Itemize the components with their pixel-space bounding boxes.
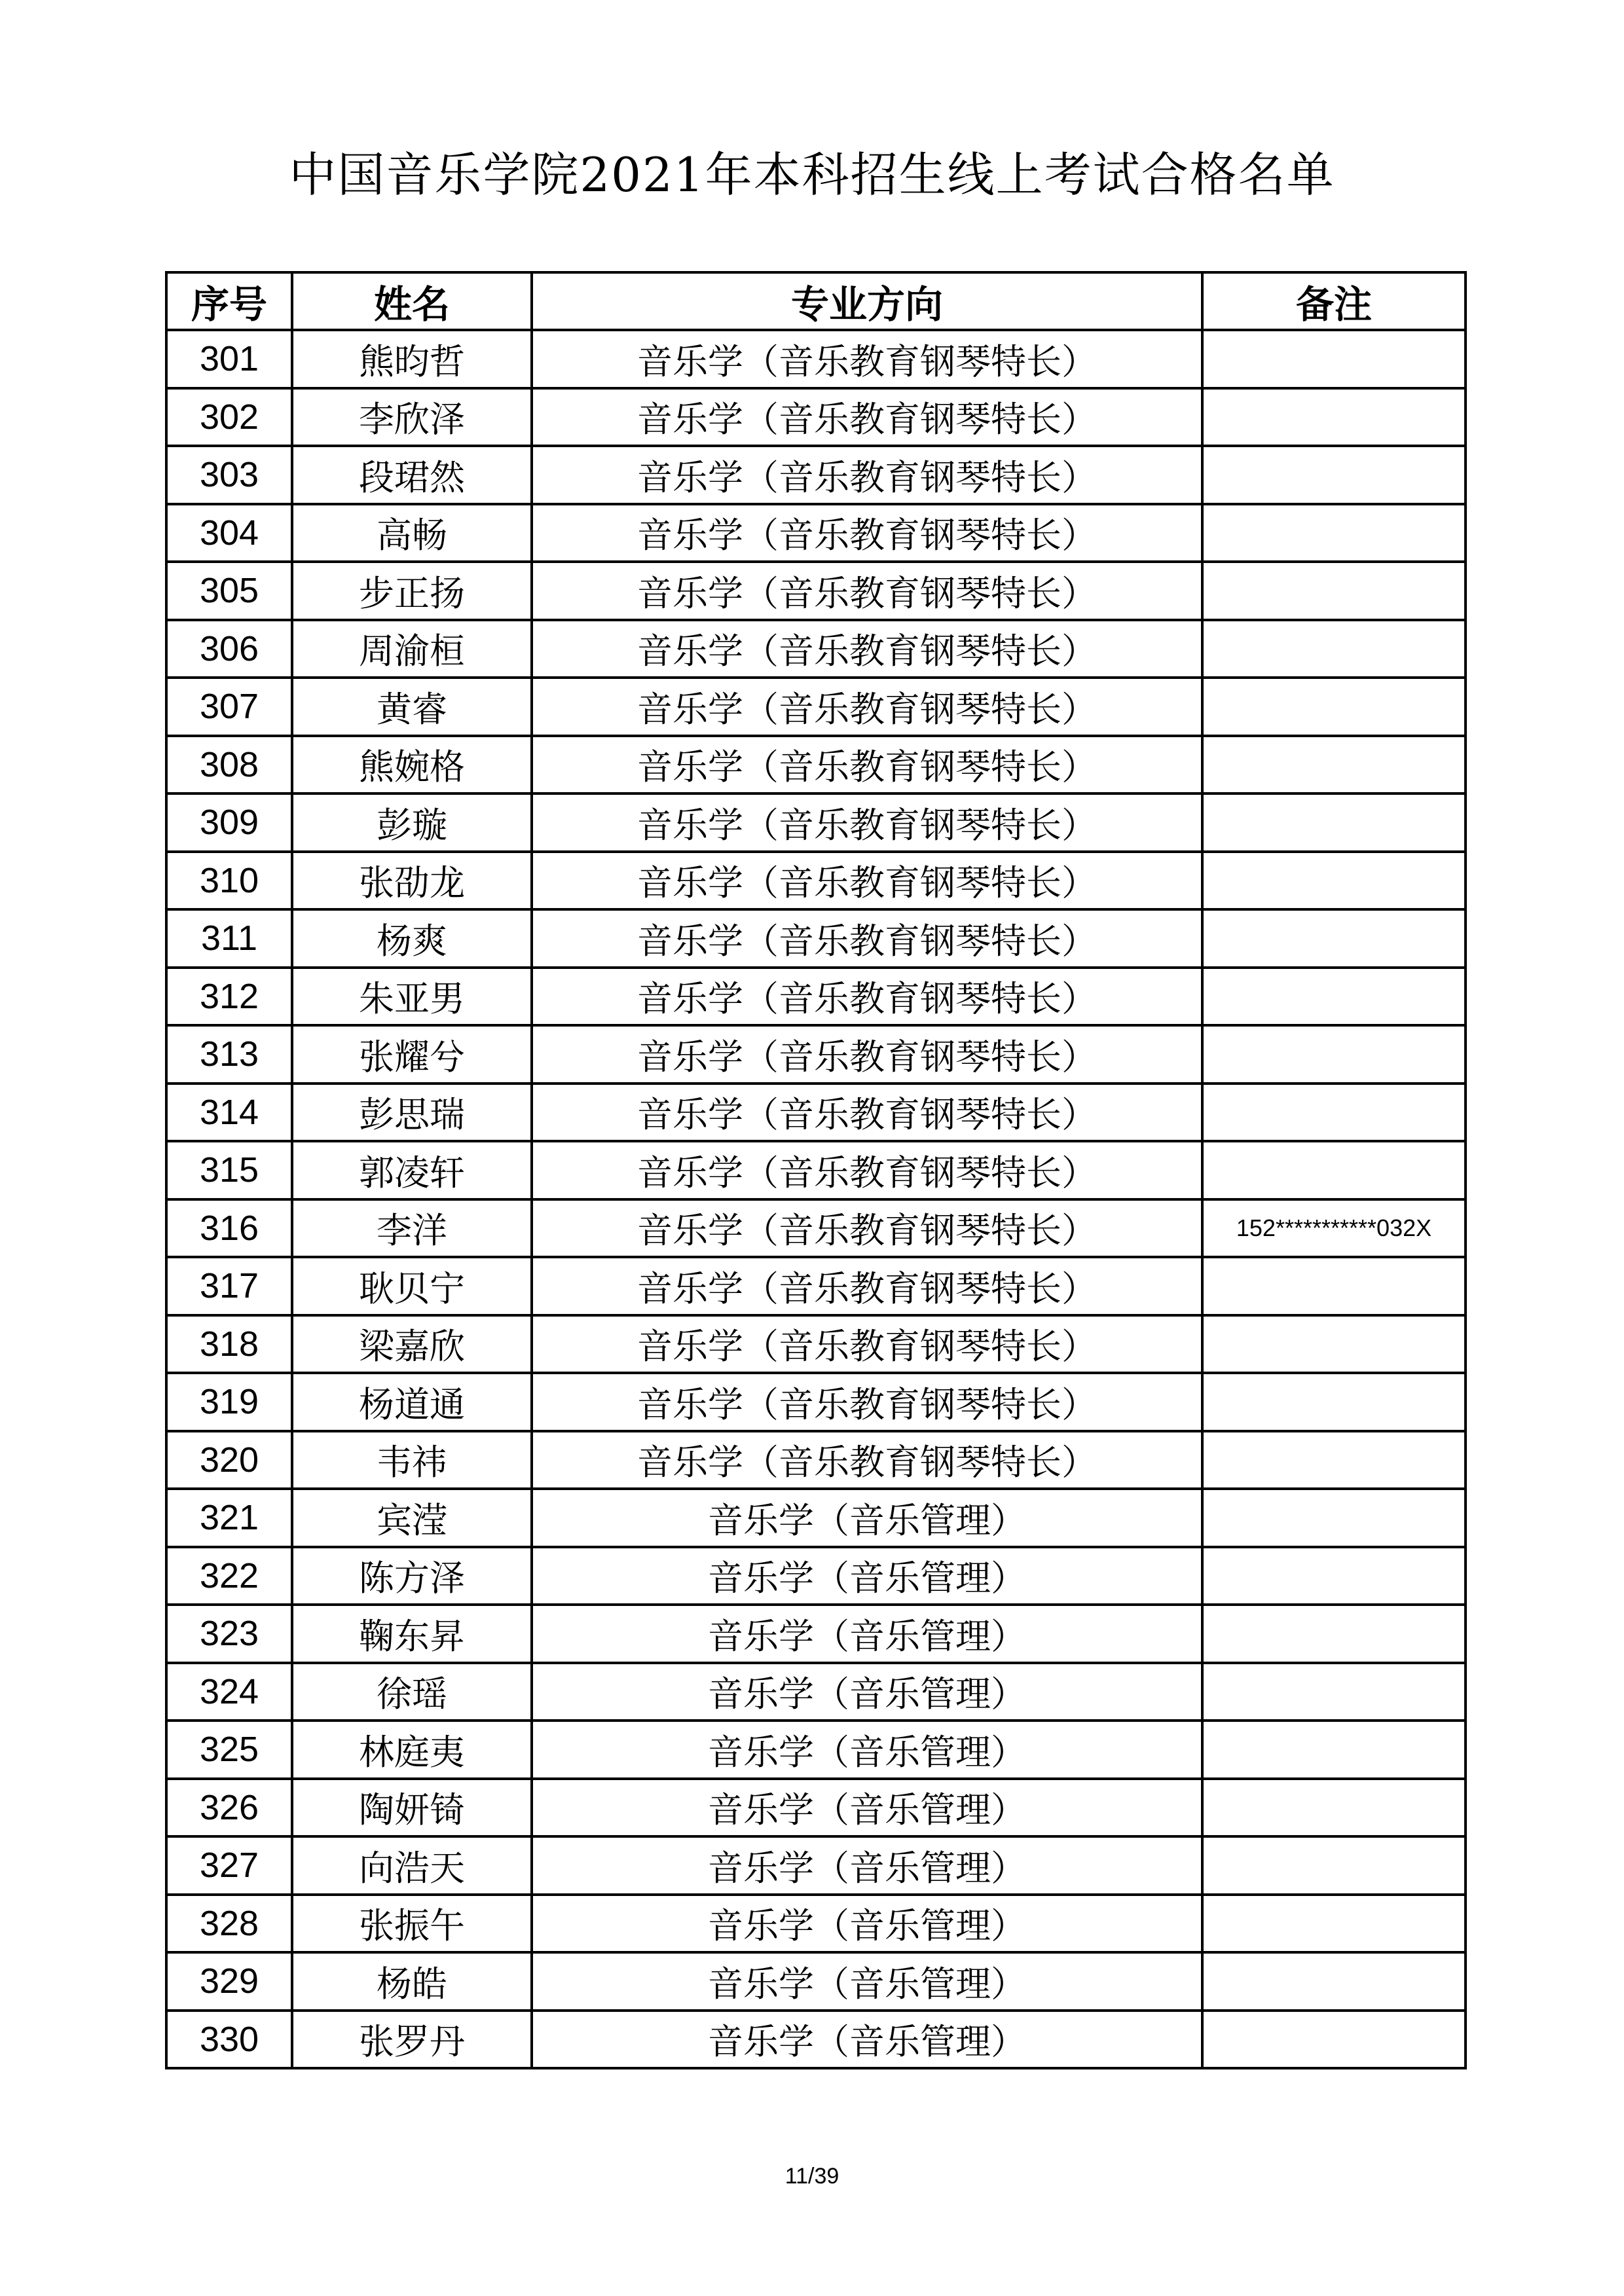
- cell-major: 音乐学（音乐教育钢琴特长）: [532, 1315, 1202, 1374]
- cell-major: 音乐学（音乐管理）: [532, 1895, 1202, 1953]
- cell-serial-number: 317: [166, 1257, 292, 1315]
- cell-remark: [1202, 620, 1466, 678]
- cell-serial-number: 301: [166, 330, 292, 388]
- cell-major: 音乐学（音乐教育钢琴特长）: [532, 852, 1202, 910]
- cell-serial-number: 304: [166, 504, 292, 562]
- cell-serial-number: 307: [166, 678, 292, 736]
- table-row: [166, 1257, 1466, 1315]
- header-name: 姓名: [292, 272, 532, 330]
- cell-name: 陶妍锜: [292, 1779, 532, 1837]
- table-row: [166, 504, 1466, 562]
- cell-major: 音乐学（音乐管理）: [532, 1779, 1202, 1837]
- cell-name: 鞠东昇: [292, 1605, 532, 1663]
- table-row: [166, 562, 1466, 620]
- cell-serial-number: 314: [166, 1084, 292, 1142]
- cell-major: 音乐学（音乐教育钢琴特长）: [532, 620, 1202, 678]
- cell-major: 音乐学（音乐管理）: [532, 1952, 1202, 2011]
- cell-name: 梁嘉欣: [292, 1315, 532, 1374]
- table-row: [166, 388, 1466, 446]
- table-row: [166, 793, 1466, 852]
- table-row: [166, 1605, 1466, 1663]
- header-serial-number: 序号: [166, 272, 292, 330]
- cell-serial-number: 305: [166, 562, 292, 620]
- cell-major: 音乐学（音乐管理）: [532, 2011, 1202, 2069]
- cell-name: 周渝桓: [292, 620, 532, 678]
- cell-remark: [1202, 1895, 1466, 1953]
- table-row: [166, 1315, 1466, 1374]
- table-row: [166, 909, 1466, 968]
- cell-major: 音乐学（音乐教育钢琴特长）: [532, 736, 1202, 794]
- cell-major: 音乐学（音乐管理）: [532, 1836, 1202, 1895]
- cell-remark: [1202, 1141, 1466, 1199]
- cell-serial-number: 327: [166, 1836, 292, 1895]
- cell-major: 音乐学（音乐教育钢琴特长）: [532, 388, 1202, 446]
- cell-remark: [1202, 504, 1466, 562]
- cell-name: 黄睿: [292, 678, 532, 736]
- table-row: [166, 736, 1466, 794]
- cell-remark: [1202, 1431, 1466, 1489]
- cell-major: 音乐学（音乐教育钢琴特长）: [532, 330, 1202, 388]
- cell-name: 段珺然: [292, 446, 532, 504]
- cell-name: 彭思瑞: [292, 1084, 532, 1142]
- cell-remark: [1202, 909, 1466, 968]
- table-row: [166, 1199, 1466, 1258]
- table-body: [166, 330, 1466, 2068]
- cell-name: 耿贝宁: [292, 1257, 532, 1315]
- cell-serial-number: 318: [166, 1315, 292, 1374]
- cell-remark: [1202, 1315, 1466, 1374]
- cell-remark: [1202, 736, 1466, 794]
- cell-major: 音乐学（音乐教育钢琴特长）: [532, 446, 1202, 504]
- cell-major: 音乐学（音乐教育钢琴特长）: [532, 1084, 1202, 1142]
- table-row: [166, 330, 1466, 388]
- table-row: [166, 446, 1466, 504]
- cell-serial-number: 310: [166, 852, 292, 910]
- table-row: [166, 852, 1466, 910]
- cell-remark: [1202, 1373, 1466, 1431]
- cell-name: 郭凌轩: [292, 1141, 532, 1199]
- cell-remark: [1202, 1084, 1466, 1142]
- cell-serial-number: 329: [166, 1952, 292, 2011]
- cell-serial-number: 325: [166, 1721, 292, 1779]
- cell-major: 音乐学（音乐教育钢琴特长）: [532, 1257, 1202, 1315]
- table-row: [166, 1084, 1466, 1142]
- cell-name: 杨爽: [292, 909, 532, 968]
- cell-serial-number: 309: [166, 793, 292, 852]
- table-row: [166, 1663, 1466, 1721]
- cell-name: 步正扬: [292, 562, 532, 620]
- cell-serial-number: 303: [166, 446, 292, 504]
- cell-remark: [1202, 330, 1466, 388]
- cell-name: 张劭龙: [292, 852, 532, 910]
- cell-remark: [1202, 1547, 1466, 1605]
- cell-name: 向浩天: [292, 1836, 532, 1895]
- cell-major: 音乐学（音乐管理）: [532, 1663, 1202, 1721]
- cell-major: 音乐学（音乐管理）: [532, 1721, 1202, 1779]
- cell-name: 林庭夷: [292, 1721, 532, 1779]
- cell-name: 李欣泽: [292, 388, 532, 446]
- cell-remark: [1202, 446, 1466, 504]
- cell-serial-number: 308: [166, 736, 292, 794]
- table-row: [166, 1547, 1466, 1605]
- header-major: 专业方向: [532, 272, 1202, 330]
- cell-remark: [1202, 852, 1466, 910]
- cell-remark: [1202, 2011, 1466, 2069]
- cell-remark: [1202, 1779, 1466, 1837]
- cell-name: 宾滢: [292, 1489, 532, 1547]
- cell-remark: [1202, 1952, 1466, 2011]
- cell-remark: [1202, 388, 1466, 446]
- cell-remark: [1202, 1025, 1466, 1084]
- admission-list-table: [165, 271, 1467, 2069]
- cell-serial-number: 302: [166, 388, 292, 446]
- cell-major: 音乐学（音乐教育钢琴特长）: [532, 678, 1202, 736]
- cell-serial-number: 322: [166, 1547, 292, 1605]
- cell-name: 韦祎: [292, 1431, 532, 1489]
- cell-remark: [1202, 1257, 1466, 1315]
- cell-major: 音乐学（音乐教育钢琴特长）: [532, 1431, 1202, 1489]
- cell-serial-number: 321: [166, 1489, 292, 1547]
- cell-name: 熊昀哲: [292, 330, 532, 388]
- table-row: [166, 1721, 1466, 1779]
- cell-major: 音乐学（音乐教育钢琴特长）: [532, 968, 1202, 1026]
- cell-remark: [1202, 1663, 1466, 1721]
- cell-major: 音乐学（音乐管理）: [532, 1605, 1202, 1663]
- table-row: [166, 1836, 1466, 1895]
- cell-major: 音乐学（音乐教育钢琴特长）: [532, 1373, 1202, 1431]
- cell-serial-number: 311: [166, 909, 292, 968]
- cell-serial-number: 315: [166, 1141, 292, 1199]
- cell-serial-number: 324: [166, 1663, 292, 1721]
- table-row: [166, 1373, 1466, 1431]
- cell-major: 音乐学（音乐教育钢琴特长）: [532, 504, 1202, 562]
- cell-remark: [1202, 968, 1466, 1026]
- cell-major: 音乐学（音乐教育钢琴特长）: [532, 909, 1202, 968]
- cell-serial-number: 320: [166, 1431, 292, 1489]
- cell-name: 杨皓: [292, 1952, 532, 2011]
- cell-remark: [1202, 1489, 1466, 1547]
- cell-major: 音乐学（音乐教育钢琴特长）: [532, 1141, 1202, 1199]
- cell-serial-number: 326: [166, 1779, 292, 1837]
- cell-name: 杨道通: [292, 1373, 532, 1431]
- cell-name: 张耀兮: [292, 1025, 532, 1084]
- table-row: [166, 1141, 1466, 1199]
- cell-name: 高畅: [292, 504, 532, 562]
- cell-name: 张振午: [292, 1895, 532, 1953]
- cell-serial-number: 323: [166, 1605, 292, 1663]
- cell-serial-number: 328: [166, 1895, 292, 1953]
- cell-name: 李洋: [292, 1199, 532, 1258]
- cell-name: 张罗丹: [292, 2011, 532, 2069]
- table-row: [166, 1025, 1466, 1084]
- cell-name: 彭璇: [292, 793, 532, 852]
- cell-serial-number: 330: [166, 2011, 292, 2069]
- cell-remark: [1202, 1721, 1466, 1779]
- cell-remark: [1202, 562, 1466, 620]
- table-row: [166, 1779, 1466, 1837]
- cell-remark: [1202, 793, 1466, 852]
- cell-major: 音乐学（音乐管理）: [532, 1547, 1202, 1605]
- table-row: [166, 1489, 1466, 1547]
- page-title: 中国音乐学院2021年本科招生线上考试合格名单: [289, 147, 1335, 202]
- cell-name: 陈方泽: [292, 1547, 532, 1605]
- table-header-row: [166, 272, 1466, 330]
- cell-remark: [1202, 678, 1466, 736]
- page-number: 11/39: [784, 2164, 840, 2189]
- cell-name: 朱亚男: [292, 968, 532, 1026]
- table-row: [166, 968, 1466, 1026]
- table-row: [166, 1895, 1466, 1953]
- cell-major: 音乐学（音乐管理）: [532, 1489, 1202, 1547]
- table-row: [166, 678, 1466, 736]
- cell-serial-number: 316: [166, 1199, 292, 1258]
- cell-name: 熊婉格: [292, 736, 532, 794]
- cell-major: 音乐学（音乐教育钢琴特长）: [532, 1025, 1202, 1084]
- cell-serial-number: 313: [166, 1025, 292, 1084]
- table-row: [166, 1952, 1466, 2011]
- cell-remark: [1202, 1836, 1466, 1895]
- cell-major: 音乐学（音乐教育钢琴特长）: [532, 793, 1202, 852]
- header-remark: 备注: [1202, 272, 1466, 330]
- cell-serial-number: 306: [166, 620, 292, 678]
- cell-remark: 152***********032X: [1202, 1199, 1466, 1258]
- table-row: [166, 620, 1466, 678]
- cell-serial-number: 312: [166, 968, 292, 1026]
- cell-major: 音乐学（音乐教育钢琴特长）: [532, 562, 1202, 620]
- cell-serial-number: 319: [166, 1373, 292, 1431]
- cell-name: 徐瑶: [292, 1663, 532, 1721]
- table-row: [166, 2011, 1466, 2069]
- table-row: [166, 1431, 1466, 1489]
- cell-remark: [1202, 1605, 1466, 1663]
- cell-major: 音乐学（音乐教育钢琴特长）: [532, 1199, 1202, 1258]
